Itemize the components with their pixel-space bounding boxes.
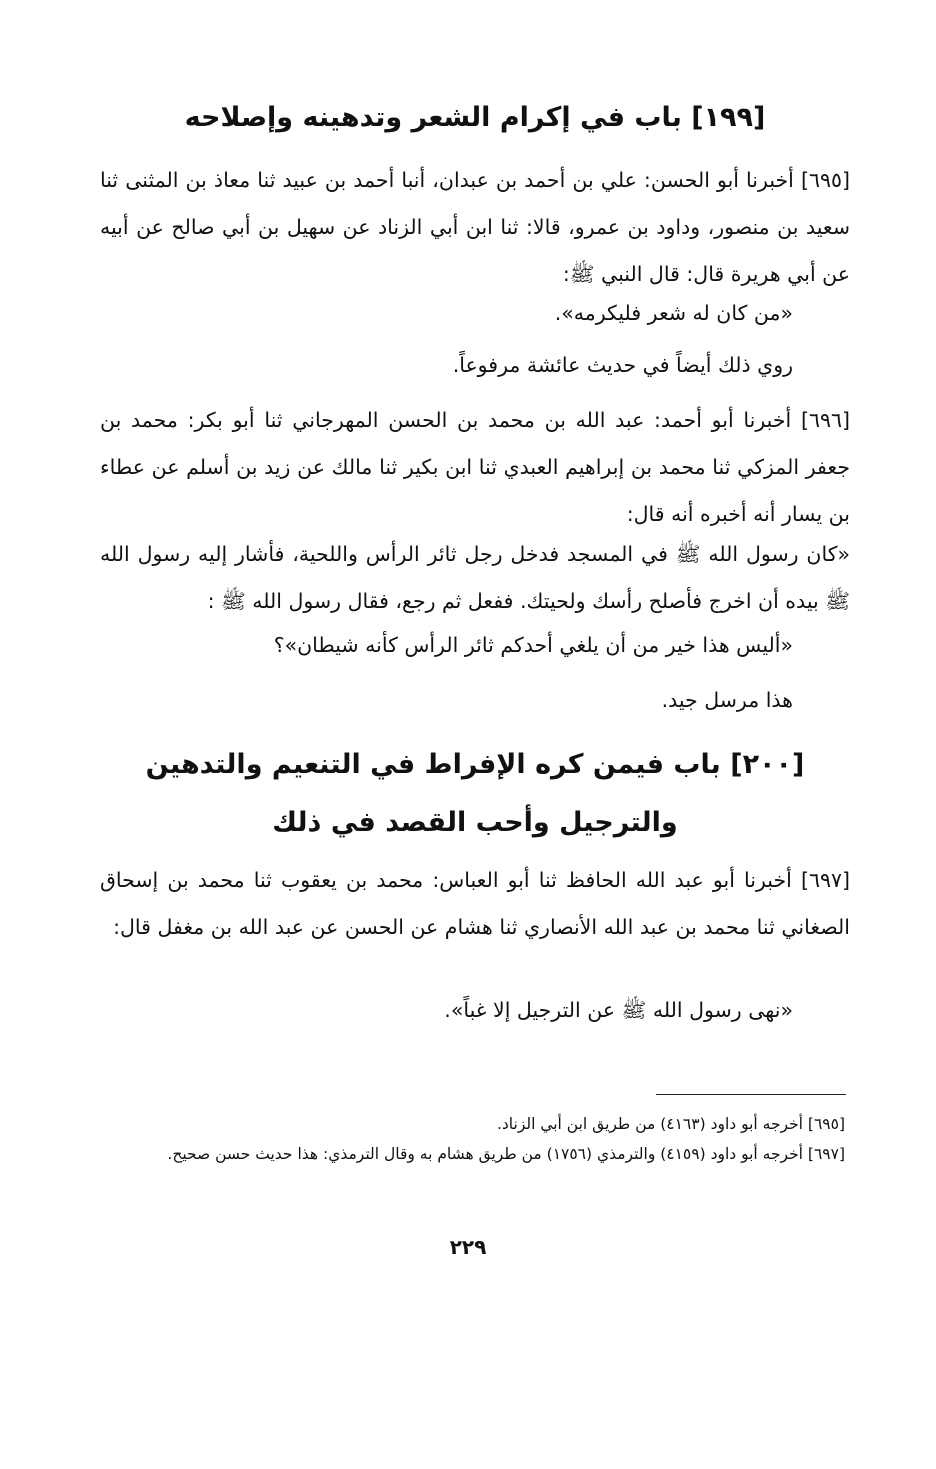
hadith-696-quote: «أليس هذا خير من أن يلغي أحدكم ثائر الرأس كأنه شيطان»؟: [273, 633, 793, 657]
footnote-697: [٦٩٧] أخرجه أبو داود (٤١٥٩) والترمذي (١٧٥٦) من طريق هشام به وقال الترمذي: هذا حديث حسن صحيح.: [167, 1145, 845, 1163]
hadith-696-grade: هذا مرسل جيد.: [661, 688, 793, 712]
footnote-separator: [656, 1094, 846, 1095]
hadith-695-matn: «من كان له شعر فليكرمه».: [554, 301, 793, 325]
page-number: ٢٢٩: [449, 1235, 487, 1259]
hadith-696-matn: «كان رسول الله ﷺ في المسجد فدخل رجل ثائر الرأس واللحية، فأشار إليه رسول الله ﷺ بيده أن اخرج فأصلح رأسك ولحيتك. ففعل ثم رجع، فقال رسول الله ﷺ :: [100, 542, 850, 613]
chapter-heading-200-line1: [٢٠٠] باب فيمن كره الإفراط في التنعيم والتدهين: [145, 749, 805, 780]
footnote-695: [٦٩٥] أخرجه أبو داود (٤١٦٣) من طريق ابن أبي الزناد.: [496, 1115, 845, 1133]
chapter-heading-200-line2: والترجيل وأحب القصد في ذلك: [272, 807, 678, 838]
hadith-697-matn: «نهى رسول الله ﷺ عن الترجيل إلا غباً».: [444, 998, 793, 1022]
hadith-696-isnad: [٦٩٦] أخبرنا أبو أحمد: عبد الله بن محمد بن الحسن المهرجاني ثنا أبو بكر: محمد بن جعفر المزكي ثنا محمد بن إبراهيم العبدي ثنا ابن بكير ثنا مالك عن زيد بن أسلم عن عطاء بن يسار أنه أخبره أنه قال:: [100, 408, 850, 526]
chapter-heading-199: [١٩٩] باب في إكرام الشعر وتدهينه وإصلاحه: [184, 102, 766, 133]
hadith-697-isnad: [٦٩٧] أخبرنا أبو عبد الله الحافظ ثنا أبو العباس: محمد بن يعقوب ثنا محمد بن إسحاق الصغاني ثنا محمد بن عبد الله الأنصاري ثنا هشام عن الحسن عن عبد الله بن مغفل قال:: [100, 868, 850, 939]
hadith-695-isnad: [٦٩٥] أخبرنا أبو الحسن: علي بن أحمد بن عبدان، أنبا أحمد بن عبيد ثنا معاذ بن المثنى ثنا سعيد بن منصور، وداود بن عمرو، قالا: ثنا ابن أبي الزناد عن سهيل بن أبي صالح عن أبيه عن أبي هريرة قال: قال النبي ﷺ:: [100, 168, 850, 286]
hadith-695-note: روي ذلك أيضاً في حديث عائشة مرفوعاً.: [452, 353, 793, 377]
